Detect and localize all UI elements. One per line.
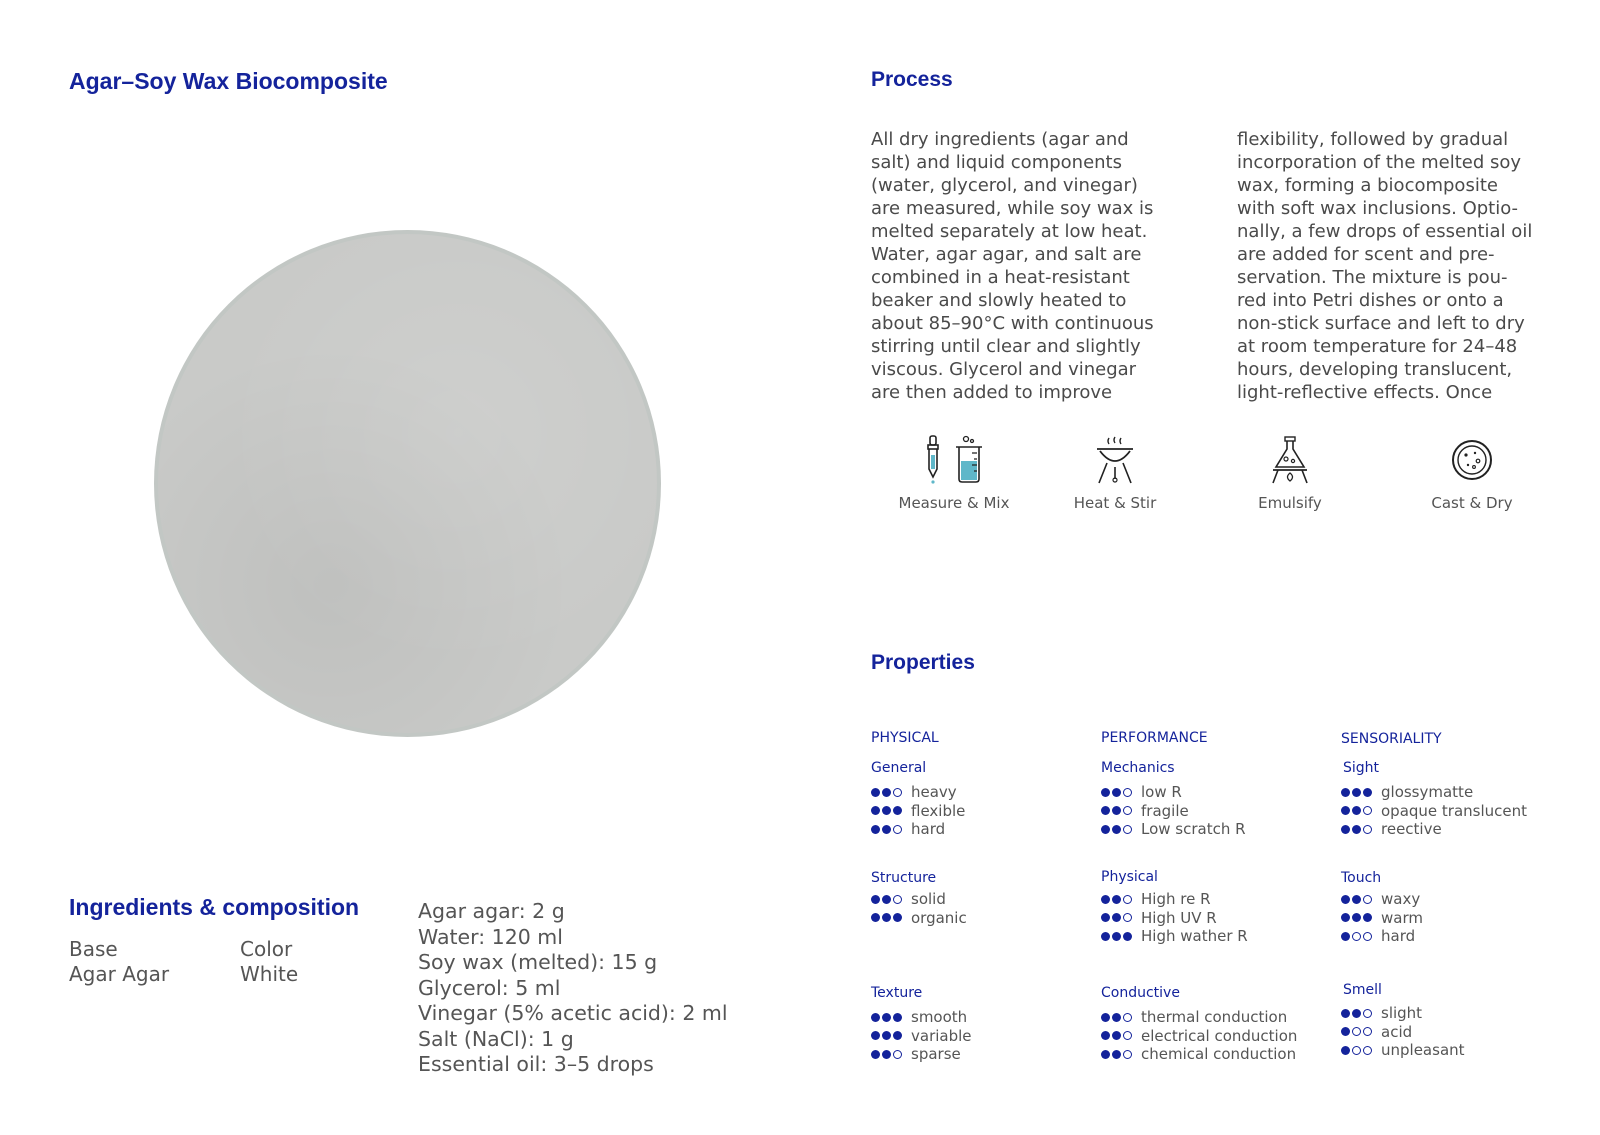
rating-dots: [1101, 788, 1141, 797]
property-label: High re R: [1141, 890, 1211, 909]
empty-dot-icon: [893, 895, 902, 904]
property-label: acid: [1381, 1022, 1413, 1041]
filled-dot-icon: [893, 806, 902, 815]
property-row: [871, 783, 965, 802]
property-label: electrical conduction: [1141, 1026, 1298, 1045]
property-list: [871, 1008, 972, 1064]
rating-dots: [871, 1013, 911, 1022]
empty-dot-icon: [1123, 913, 1132, 922]
filled-dot-icon: [1341, 1046, 1350, 1055]
filled-dot-icon: [1112, 1013, 1121, 1022]
property-list: [871, 890, 967, 927]
filled-dot-icon: [871, 825, 880, 834]
property-row: [1101, 802, 1246, 821]
filled-dot-icon: [1123, 932, 1132, 941]
empty-dot-icon: [1123, 1031, 1132, 1040]
filled-dot-icon: [1352, 1009, 1361, 1018]
property-label: variable: [911, 1026, 972, 1045]
rating-dots: [1101, 913, 1141, 922]
filled-dot-icon: [1101, 806, 1110, 815]
rating-dots: [1341, 1046, 1381, 1055]
property-row: [1341, 890, 1423, 909]
property-row: [1341, 1023, 1465, 1042]
group-general: General: [871, 760, 927, 776]
property-row: [1101, 1027, 1297, 1046]
group-sight: Sight: [1343, 760, 1380, 776]
filled-dot-icon: [1352, 788, 1361, 797]
rating-dots: [1341, 788, 1381, 797]
filled-dot-icon: [1101, 932, 1110, 941]
empty-dot-icon: [893, 1050, 902, 1059]
filled-dot-icon: [882, 1013, 891, 1022]
empty-dot-icon: [1363, 1027, 1372, 1036]
process-text-col2: flexibility, followed by gradual incorporation of the melted soy wax, forming a biocomposite with soft wax inclusions. Optio- nally, a few drops of essential oil are added for scent and pre- servation. The mixture is pou- red into Petri dishes or onto a non-stick surface and left to dry at room temperature for 24–48 hours, developing translucent, light-reflective effects. Once: [1237, 129, 1533, 403]
filled-dot-icon: [1101, 1050, 1110, 1059]
property-label: chemical conduction: [1141, 1045, 1297, 1064]
step-emulsify: [1205, 434, 1375, 512]
filled-dot-icon: [1112, 788, 1121, 797]
rating-dots: [871, 806, 911, 815]
step-label: Cast & Dry: [1431, 494, 1513, 512]
rating-dots: [1341, 895, 1381, 904]
empty-dot-icon: [1352, 1027, 1361, 1036]
property-row: [1341, 909, 1423, 928]
group-conductive: Conductive: [1101, 985, 1180, 1001]
properties-heading: Properties: [871, 651, 975, 674]
property-list: [871, 783, 965, 839]
filled-dot-icon: [871, 895, 880, 904]
property-label: reective: [1381, 820, 1442, 839]
rating-dots: [871, 788, 911, 797]
property-label: smooth: [911, 1008, 968, 1027]
filled-dot-icon: [1341, 806, 1350, 815]
step-heat-stir: [1030, 434, 1200, 512]
group-structure: Structure: [871, 870, 937, 886]
ingredient-item: Agar agar: 2 g: [418, 899, 565, 923]
property-row: [871, 1027, 972, 1046]
filled-dot-icon: [1341, 1009, 1350, 1018]
empty-dot-icon: [1352, 1046, 1361, 1055]
empty-dot-icon: [1123, 825, 1132, 834]
step-label: Emulsify: [1258, 494, 1322, 512]
color-value: White: [240, 962, 299, 986]
rating-dots: [1101, 806, 1141, 815]
rating-dots: [1101, 895, 1141, 904]
grill-icon: [1093, 435, 1137, 485]
filled-dot-icon: [882, 825, 891, 834]
ingredients-heading: Ingredients & composition: [69, 894, 360, 920]
property-row: [1341, 802, 1527, 821]
filled-dot-icon: [882, 788, 891, 797]
filled-dot-icon: [882, 806, 891, 815]
property-label: High UV R: [1141, 908, 1217, 927]
property-row: [871, 890, 967, 909]
empty-dot-icon: [1123, 1050, 1132, 1059]
filled-dot-icon: [1112, 932, 1121, 941]
property-label: hard: [1381, 927, 1416, 946]
property-label: fragile: [1141, 801, 1189, 820]
ingredient-item: Water: 120 ml: [418, 924, 563, 949]
ingredient-list: [418, 899, 728, 1078]
property-label: thermal conduction: [1141, 1008, 1288, 1027]
property-label: High wather R: [1141, 927, 1248, 946]
property-row: [871, 802, 965, 821]
property-label: sparse: [911, 1045, 961, 1064]
property-label: Low scratch R: [1141, 820, 1246, 839]
property-row: [1101, 909, 1248, 928]
dropper-icon: [923, 435, 943, 485]
empty-dot-icon: [1123, 895, 1132, 904]
rating-dots: [871, 825, 911, 834]
ingredient-item: Vinegar (5% acetic acid): 2 ml: [418, 1001, 728, 1025]
property-list: [1101, 783, 1246, 839]
category-physical: PHYSICAL: [871, 730, 939, 746]
property-row: [871, 1008, 972, 1027]
property-label: organic: [911, 908, 967, 927]
group-physical: Physical: [1101, 869, 1158, 885]
rating-dots: [871, 1031, 911, 1040]
property-list: [1101, 1008, 1297, 1064]
filled-dot-icon: [1101, 1013, 1110, 1022]
property-row: [1341, 1004, 1465, 1023]
filled-dot-icon: [1341, 913, 1350, 922]
empty-dot-icon: [1363, 1009, 1372, 1018]
property-list: [1341, 890, 1423, 946]
sample-photo: [154, 230, 661, 737]
property-label: heavy: [911, 783, 957, 802]
filled-dot-icon: [1341, 825, 1350, 834]
property-label: hard: [911, 820, 946, 839]
property-row: [1341, 1041, 1465, 1060]
category-performance: PERFORMANCE: [1101, 730, 1208, 746]
rating-dots: [871, 895, 911, 904]
filled-dot-icon: [1112, 1050, 1121, 1059]
filled-dot-icon: [1101, 1031, 1110, 1040]
empty-dot-icon: [1363, 806, 1372, 815]
filled-dot-icon: [1341, 932, 1350, 941]
filled-dot-icon: [1112, 825, 1121, 834]
property-label: opaque translucent: [1381, 801, 1528, 820]
filled-dot-icon: [1352, 806, 1361, 815]
rating-dots: [1341, 825, 1381, 834]
filled-dot-icon: [1101, 895, 1110, 904]
property-row: [871, 909, 967, 928]
property-row: [1341, 820, 1527, 839]
petri-dish-icon: [1450, 435, 1494, 485]
ingredient-item: Glycerol: 5 ml: [418, 975, 561, 1000]
filled-dot-icon: [1352, 913, 1361, 922]
step-label: Measure & Mix: [898, 494, 1010, 512]
property-list: [1341, 1004, 1465, 1060]
filled-dot-icon: [1112, 806, 1121, 815]
empty-dot-icon: [1363, 1046, 1372, 1055]
flask-burner-icon: [1268, 435, 1312, 485]
rating-dots: [1341, 1009, 1381, 1018]
ingredient-item: Salt (NaCl): 1 g: [418, 1026, 574, 1051]
beaker-icon: [953, 435, 985, 485]
property-row: [1101, 927, 1248, 946]
filled-dot-icon: [1112, 1031, 1121, 1040]
rating-dots: [1341, 913, 1381, 922]
group-touch: Touch: [1341, 870, 1382, 886]
property-row: [1101, 890, 1248, 909]
rating-dots: [871, 913, 911, 922]
empty-dot-icon: [893, 788, 902, 797]
filled-dot-icon: [871, 806, 880, 815]
property-label: unpleasant: [1381, 1041, 1465, 1060]
filled-dot-icon: [893, 1013, 902, 1022]
empty-dot-icon: [1363, 932, 1372, 941]
filled-dot-icon: [1341, 1027, 1350, 1036]
property-label: low R: [1141, 783, 1182, 802]
filled-dot-icon: [1341, 895, 1350, 904]
filled-dot-icon: [1101, 825, 1110, 834]
filled-dot-icon: [1352, 825, 1361, 834]
filled-dot-icon: [882, 1050, 891, 1059]
group-smell: Smell: [1343, 982, 1382, 998]
filled-dot-icon: [882, 913, 891, 922]
filled-dot-icon: [871, 1050, 880, 1059]
group-mechanics: Mechanics: [1101, 760, 1175, 776]
property-row: [1341, 927, 1423, 946]
step-label: Heat & Stir: [1073, 494, 1157, 512]
filled-dot-icon: [1363, 788, 1372, 797]
filled-dot-icon: [1363, 913, 1372, 922]
filled-dot-icon: [1101, 913, 1110, 922]
empty-dot-icon: [1352, 932, 1361, 941]
ingredient-item: Essential oil: 3–5 drops: [418, 1052, 654, 1076]
filled-dot-icon: [882, 895, 891, 904]
property-row: [1101, 820, 1246, 839]
group-texture: Texture: [871, 985, 923, 1001]
rating-dots: [1101, 1031, 1141, 1040]
property-label: waxy: [1381, 890, 1421, 909]
filled-dot-icon: [871, 1031, 880, 1040]
property-row: [1101, 1008, 1297, 1027]
property-label: flexible: [911, 801, 966, 820]
property-list: [1341, 783, 1527, 839]
color-label: Color: [240, 937, 293, 961]
filled-dot-icon: [1112, 913, 1121, 922]
property-label: warm: [1381, 908, 1423, 927]
rating-dots: [871, 1050, 911, 1059]
filled-dot-icon: [1341, 788, 1350, 797]
base-label: Base: [69, 937, 118, 961]
filled-dot-icon: [1352, 895, 1361, 904]
empty-dot-icon: [1123, 1013, 1132, 1022]
empty-dot-icon: [893, 825, 902, 834]
step-measure-mix: [869, 434, 1039, 512]
step-cast-dry: [1387, 434, 1557, 512]
property-label: solid: [911, 890, 946, 909]
property-label: glossymatte: [1381, 783, 1474, 802]
rating-dots: [1341, 806, 1381, 815]
filled-dot-icon: [871, 1013, 880, 1022]
property-row: [1101, 1045, 1297, 1064]
rating-dots: [1101, 932, 1141, 941]
filled-dot-icon: [893, 1031, 902, 1040]
base-value: Agar Agar: [69, 962, 170, 986]
empty-dot-icon: [1123, 806, 1132, 815]
filled-dot-icon: [1101, 788, 1110, 797]
filled-dot-icon: [871, 913, 880, 922]
empty-dot-icon: [1363, 895, 1372, 904]
process-heading: Process: [871, 68, 953, 91]
property-row: [871, 820, 965, 839]
empty-dot-icon: [1363, 825, 1372, 834]
rating-dots: [1101, 1013, 1141, 1022]
filled-dot-icon: [882, 1031, 891, 1040]
property-row: [871, 1045, 972, 1064]
property-row: [1101, 783, 1246, 802]
rating-dots: [1341, 1027, 1381, 1036]
rating-dots: [1341, 932, 1381, 941]
process-text-col1: All dry ingredients (agar and salt) and liquid components (water, glycerol, and vinegar) are measured, while soy wax is melted separately at low heat. Water, agar agar, and salt are combined in a heat-resistant beaker and slowly heated to about 85–90°C with continuous stirring until clear and slightly viscous. Glycerol and vinegar are then added to improve: [871, 129, 1154, 403]
empty-dot-icon: [1123, 788, 1132, 797]
rating-dots: [1101, 825, 1141, 834]
category-sensoriality: SENSORIALITY: [1341, 731, 1442, 747]
filled-dot-icon: [893, 913, 902, 922]
rating-dots: [1101, 1050, 1141, 1059]
page-title: Agar–Soy Wax Biocomposite: [69, 68, 388, 94]
property-list: [1101, 890, 1248, 946]
ingredient-item: Soy wax (melted): 15 g: [418, 950, 658, 974]
property-label: slight: [1381, 1004, 1423, 1023]
property-row: [1341, 783, 1527, 802]
filled-dot-icon: [1112, 895, 1121, 904]
filled-dot-icon: [871, 788, 880, 797]
